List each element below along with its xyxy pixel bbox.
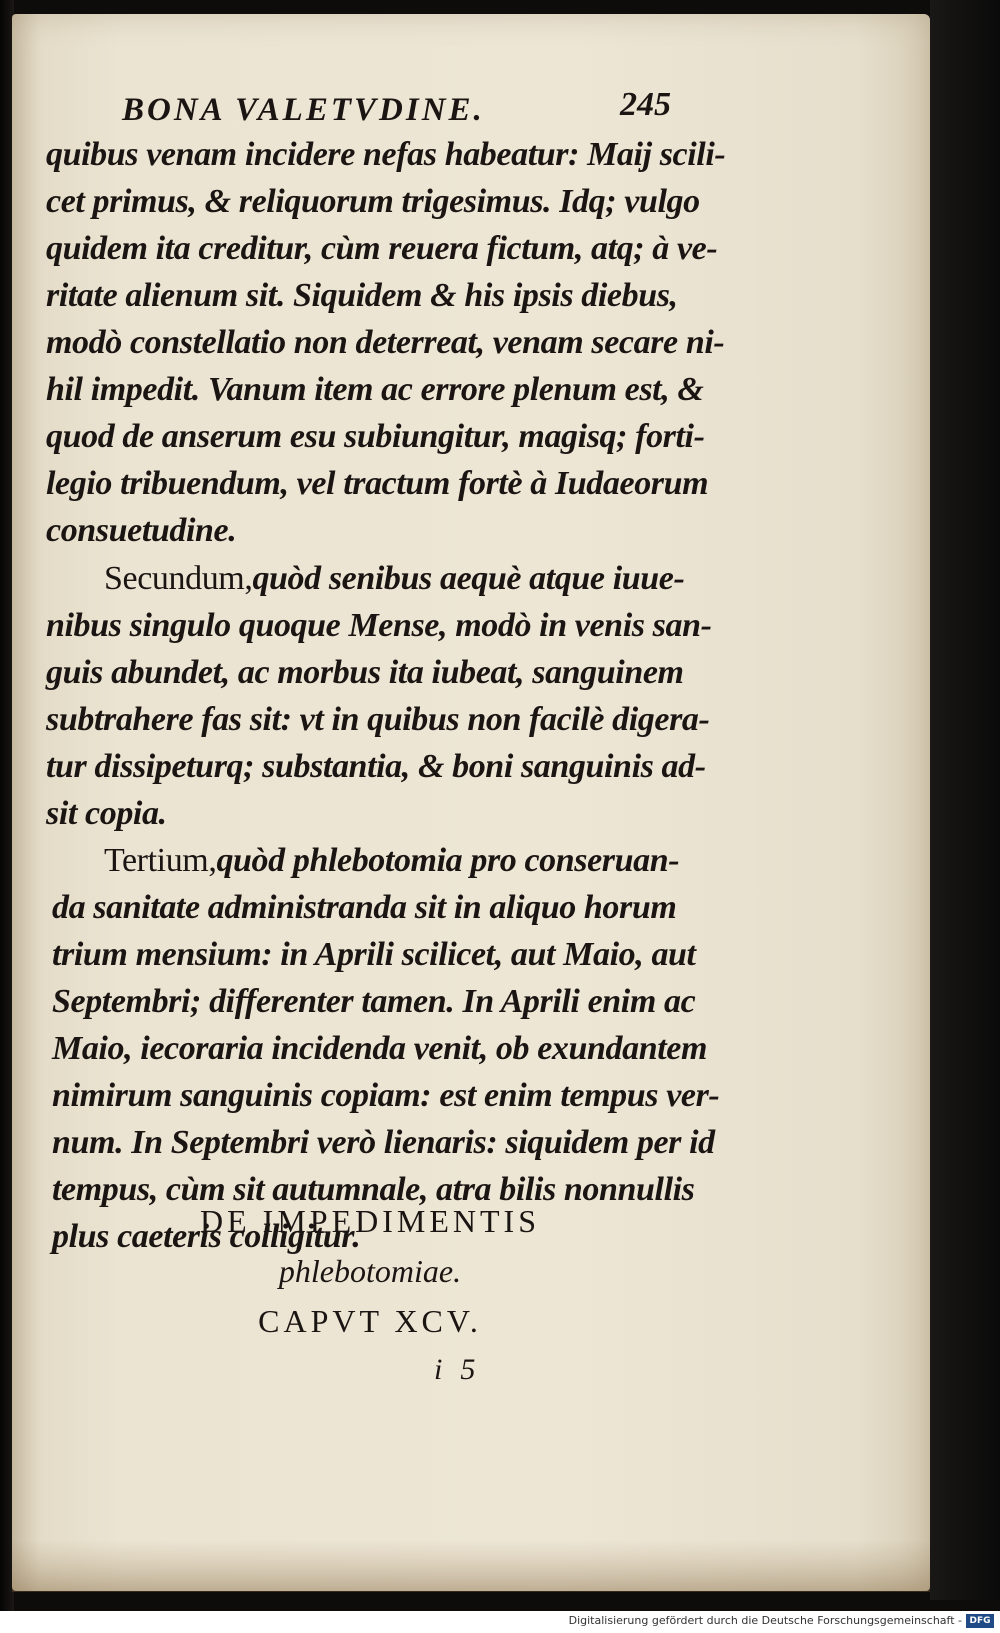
text-line: hil impedit. Vanum item ac errore plenum est, & xyxy=(46,371,704,408)
page-number: 245 xyxy=(620,86,671,123)
text-line: Maio, iecoraria incidenda venit, ob exundantem xyxy=(52,1030,707,1067)
text-line: subtrahere fas sit: vt in quibus non facilè digera- xyxy=(46,701,710,738)
chapter-title: DE IMPEDIMENTIS xyxy=(200,1203,540,1239)
text-line: trium mensium: in Aprili scilicet, aut Maio, aut xyxy=(52,936,696,973)
text-line: nibus singulo quoque Mense, modò in venis san- xyxy=(46,607,712,644)
paragraph-lead: Secundum, xyxy=(104,560,253,597)
running-head: BONA VALETVDINE. xyxy=(122,92,485,128)
text-segment: quòd phlebotomia pro conseruan- xyxy=(216,842,680,879)
text-line: guis abundet, ac morbus ita iubeat, sanguinem xyxy=(46,654,684,691)
text-line: tempus, cùm sit autumnale, atra bilis nonnullis xyxy=(52,1171,695,1208)
book-binding xyxy=(930,0,1000,1600)
signature-mark: i5 xyxy=(434,1353,494,1386)
text-line: Septembri; differenter tamen. In Aprili enim ac xyxy=(52,983,696,1020)
text-line: quidem ita creditur, cùm reuera fictum, atq; à ve- xyxy=(46,230,718,267)
text-line: modò constellatio non deterreat, venam secare ni- xyxy=(46,324,725,361)
chapter-subtitle: phlebotomiae. xyxy=(278,1253,462,1289)
text-line: legio tribuendum, vel tractum fortè à Iudaeorum xyxy=(46,465,709,502)
text-line: consuetudine. xyxy=(46,512,237,549)
text-line: cet primus, & reliquorum trigesimus. Idq; vulgo xyxy=(46,183,700,220)
text-line: num. In Septembri verò lienaris: siquidem per id xyxy=(52,1124,715,1161)
footer-credit: Digitalisierung gefördert durch die Deutsche Forschungsgemeinschaft - xyxy=(568,1614,962,1627)
text-line: plus caeteris colligitur. xyxy=(52,1218,361,1255)
text-line: da sanitate administranda sit in aliquo horum xyxy=(52,889,677,926)
chapter-number: CAPVT XCV. xyxy=(258,1303,482,1339)
text-line xyxy=(104,842,679,880)
text-line: quod de anserum esu subiungitur, magisq; forti- xyxy=(46,418,705,455)
text-line: ritate alienum sit. Siquidem & his ipsis diebus, xyxy=(46,277,678,314)
text-line xyxy=(104,560,684,598)
text-line: sit copia. xyxy=(46,795,167,832)
dfg-logo: DFG xyxy=(966,1614,994,1628)
page-bottom-stain xyxy=(12,1540,930,1592)
text-line: nimirum sanguinis copiam: est enim tempus ver- xyxy=(52,1077,720,1114)
text-line: quibus venam incidere nefas habeatur: Maij scili- xyxy=(46,136,726,173)
paragraph-lead: Tertium, xyxy=(104,842,217,879)
text-segment: quòd senibus aequè atque iuue- xyxy=(252,560,685,597)
text-line: tur dissipeturq; substantia, & boni sanguinis ad- xyxy=(46,748,706,785)
